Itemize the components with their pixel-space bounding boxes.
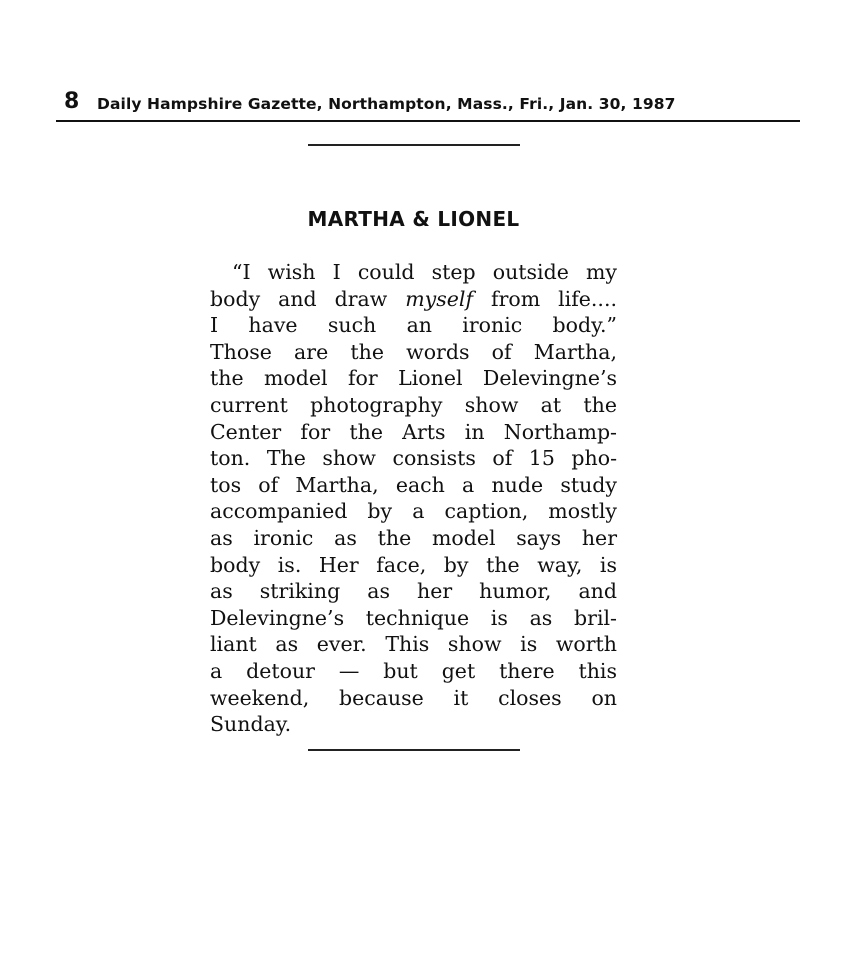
article-line: Those are the words of Martha, [210, 339, 617, 364]
article-line: I have such an ironic body.” [210, 313, 617, 338]
article-text: body and draw [210, 286, 388, 311]
article-line [210, 286, 617, 313]
article-line: accompanied by a caption, mostly [210, 499, 617, 524]
top-divider-rule [308, 144, 520, 146]
masthead [56, 89, 800, 122]
article-line: Sunday. [210, 712, 292, 737]
article-line: Center for the Arts in Northamp- [210, 419, 617, 444]
bottom-divider-rule [308, 749, 520, 751]
article-line: liant as ever. This show is worth [210, 632, 617, 657]
article-headline: MARTHA & LIONEL [307, 207, 520, 231]
article-line: ton. The show consists of 15 pho- [210, 446, 617, 471]
article-line: body is. Her face, by the way, is [210, 552, 617, 577]
article-line: the model for Lionel Delevingne’s [210, 366, 617, 391]
article-line: tos of Martha, each a nude study [210, 472, 617, 497]
article-line: “I wish I could step outside my [232, 260, 617, 284]
article-text: from life.... [490, 286, 617, 311]
article-line: weekend, because it closes on [210, 685, 617, 710]
article-line: as striking as her humor, and [210, 579, 617, 604]
article-emphasis: myself [405, 286, 474, 311]
article-line: as ironic as the model says her [210, 525, 617, 550]
article-body [210, 259, 617, 738]
article-line: Delevingne’s technique is as bril- [210, 605, 617, 630]
newspaper-dateline: Daily Hampshire Gazette, Northampton, Mass., Fri., Jan. 30, 1987 [97, 95, 676, 113]
article-line: current photography show at the [210, 392, 617, 417]
page-number: 8 [64, 89, 80, 114]
article-line: a detour — but get there this [210, 658, 617, 683]
